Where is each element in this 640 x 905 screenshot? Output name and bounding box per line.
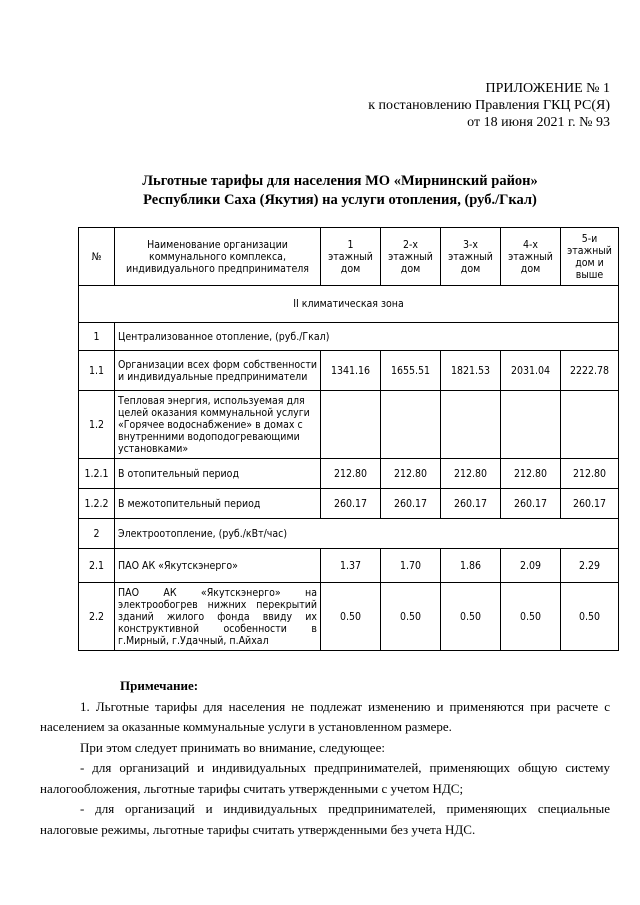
table-row [79,459,619,489]
header-num: № [79,228,115,286]
row-num: 2.2 [79,583,115,651]
row-value: 260.17 [321,489,381,519]
title-line-2: Республики Саха (Якутия) на услуги отопления, (руб./Гкал) [143,192,537,208]
table-row [79,519,619,549]
row-value: 0.50 [441,583,501,651]
row-name: Электроотопление, (руб./кВт/час) [115,519,619,549]
row-name: Централизованное отопление, (руб./Гкал) [115,323,619,351]
table-row [79,323,619,351]
row-num: 1 [79,323,115,351]
row-value: 2.29 [561,549,619,583]
row-name: В межотопительный период [115,489,321,519]
table-row [79,391,619,459]
row-name: Организации всех форм собственности и индивидуальные предприниматели [115,351,321,391]
row-value: 1341.16 [321,351,381,391]
row-value: 260.17 [441,489,501,519]
note-paragraph-4: - для организаций и индивидуальных предпринимателей, применяющих специальные налоговые режимы, льготные тарифы считать утвержденными без учета НДС. [40,801,610,837]
row-value: 2.09 [501,549,561,583]
row-num: 1.2 [79,391,115,459]
note-paragraph-3: - для организаций и индивидуальных предпринимателей, применяющих общую систему налогообложения, льготные тарифы считать утвержденными с учетом НДС; [40,760,610,796]
header-5-floor: 5-и этажный дом и выше [561,228,619,286]
table-header-row [79,228,619,286]
row-name: ПАО АК «Якутскэнерго» на электрообогрев нижних перекрытий зданий жилого фонда ввиду их конструктивной особенности в г.Мирный, г.Удачный, п.Айхал [115,583,321,651]
row-value: 212.80 [321,459,381,489]
row-num: 1.2.2 [79,489,115,519]
header-2-floor: 2-х этажный дом [381,228,441,286]
header-1-floor: 1 этажный дом [321,228,381,286]
notes-title: Примечание: [120,678,199,693]
zone-label: II климатическая зона [79,286,619,323]
row-value: 260.17 [501,489,561,519]
row-value: 1821.53 [441,351,501,391]
table-row [79,489,619,519]
row-num: 2.1 [79,549,115,583]
table-row [79,583,619,651]
row-value: 2031.04 [501,351,561,391]
tariff-table [78,227,619,651]
row-num: 1.2.1 [79,459,115,489]
row-value-empty [441,391,501,459]
appendix-number: ПРИЛОЖЕНИЕ № 1 [485,81,610,96]
row-value: 212.80 [381,459,441,489]
row-value: 0.50 [381,583,441,651]
appendix-date: от 18 июня 2021 г. № 93 [467,115,610,130]
row-value: 1655.51 [381,351,441,391]
row-name: В отопительный период [115,459,321,489]
title-line-1: Льготные тарифы для населения МО «Мирнинский район» [142,173,538,189]
row-value: 1.37 [321,549,381,583]
header-3-floor: 3-х этажный дом [441,228,501,286]
row-value-empty [381,391,441,459]
row-value: 0.50 [501,583,561,651]
note-paragraph-1: 1. Льготные тарифы для населения не подлежат изменению и применяются при расчете с населением за оказанные коммунальные услуги в установленном размере. [40,698,610,734]
row-value-empty [321,391,381,459]
document-title [60,172,620,210]
row-num: 1.1 [79,351,115,391]
appendix-header [368,80,610,131]
row-value: 1.86 [441,549,501,583]
row-value: 212.80 [561,459,619,489]
row-value: 212.80 [501,459,561,489]
row-value: 260.17 [381,489,441,519]
row-value: 2222.78 [561,351,619,391]
row-value: 260.17 [561,489,619,519]
header-4-floor: 4-х этажный дом [501,228,561,286]
row-name: Тепловая энергия, используемая для целей оказания коммунальной услуги «Горячее водоснабжение» в домах с внутренними водоподогревающими установками» [115,391,321,459]
row-value-empty [501,391,561,459]
row-value: 0.50 [561,583,619,651]
row-num: 2 [79,519,115,549]
row-value: 0.50 [321,583,381,651]
row-name: ПАО АК «Якутскэнерго» [115,549,321,583]
table-row [79,351,619,391]
appendix-reference: к постановлению Правления ГКЦ РС(Я) [368,98,610,113]
header-name: Наименование организации коммунального комплекса, индивидуального предпринимателя [115,228,321,286]
row-value: 212.80 [441,459,501,489]
row-value-empty [561,391,619,459]
zone-row [79,286,619,323]
notes-section [40,676,610,840]
row-value: 1.70 [381,549,441,583]
note-paragraph-2: При этом следует принимать во внимание, следующее: [80,739,385,755]
table-row [79,549,619,583]
